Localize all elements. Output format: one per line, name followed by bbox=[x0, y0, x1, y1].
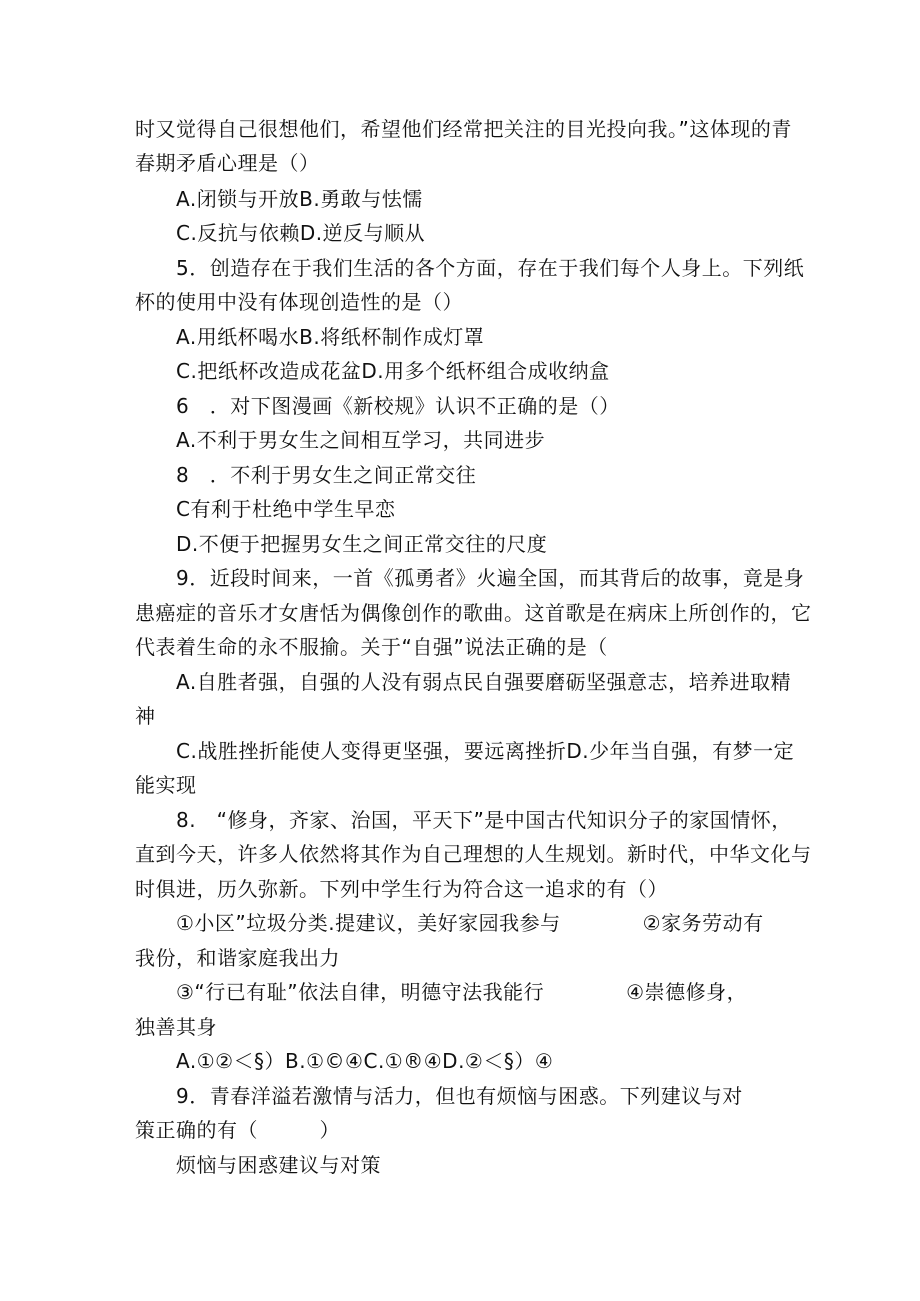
option-line-q4-cd: C.反抗与依赖D.逆反与顺从 bbox=[176, 221, 426, 245]
table-heading-line: 烦恼与困惑建议与对策 bbox=[176, 1153, 381, 1177]
statement-line-4-cont: 独善其身 bbox=[135, 1015, 217, 1039]
option-line-q8: A.①②＜§）B.①©④C.①®④D.②＜§）④ bbox=[176, 1049, 554, 1073]
option-line-q9a-cd: C.战胜挫折能使人变得更坚强，要远离挫折D.少年当自强，有梦一定 bbox=[176, 739, 795, 763]
question-8-stem: 8. “修身，齐家、治国，平天下”是中国古代知识分子的家国情怀， bbox=[176, 808, 792, 832]
option-line-q4-ab: A.闭锁与开放B.勇敢与怯懦 bbox=[176, 187, 423, 211]
question-9a-stem-cont-2: 代表着生命的永不服揄。关于“自强”说法正确的是（ bbox=[135, 635, 608, 659]
option-line-q6-c: C有利于杜绝中学生早恋 bbox=[176, 497, 396, 521]
statement-line-3-4: ③“行已有耻”依法自律，明德守法我能行 ④崇德修身， bbox=[176, 980, 748, 1004]
question-9b-stem-cont: 策正确的有（ ） bbox=[135, 1118, 340, 1142]
text-line-q4-stem-end: 春期矛盾心理是（） bbox=[135, 151, 320, 175]
option-line-q9a-cd-cont: 能实现 bbox=[135, 773, 197, 797]
text-line-continuation-q4: 时又觉得自己很想他们，希望他们经常把关注的目光投向我。”这体现的青 bbox=[135, 117, 792, 141]
option-line-q9a-ab-cont: 神 bbox=[135, 704, 156, 728]
option-line-q6-b: 8 ．不利于男女生之间正常交往 bbox=[176, 463, 477, 487]
option-line-q6-d: D.不便于把握男女生之间正常交往的尺度 bbox=[176, 532, 548, 556]
question-5-stem: 5．创造存在于我们生活的各个方面，存在于我们每个人身上。下列纸 bbox=[176, 256, 805, 280]
question-9b-stem: 9．青春洋溢若激情与活力，但也有烦恼与困惑。下列建议与对 bbox=[176, 1084, 743, 1108]
question-5-stem-cont: 杯的使用中没有体现创造性的是（） bbox=[135, 290, 463, 314]
question-8-stem-cont-2: 时俱进，历久弥新。下列中学生行为符合这一追求的有（） bbox=[135, 877, 668, 901]
question-6-stem: 6 ．对下图漫画《新校规》认识不正确的是（） bbox=[176, 394, 620, 418]
option-line-q5-cd: C.把纸杯改造成花盆D.用多个纸杯组合成收纳盒 bbox=[176, 359, 610, 383]
question-9a-stem: 9．近段时间来，一首《孤勇者》火遍全国，而其背后的故事，竟是身 bbox=[176, 566, 805, 590]
statement-line-2-cont: 我份，和谐家庭我出力 bbox=[135, 946, 340, 970]
question-8-stem-cont-1: 直到今天，许多人依然将其作为自己理想的人生规划。新时代，中华文化与 bbox=[135, 842, 812, 866]
question-9a-stem-cont-1: 患癌症的音乐才女唐恬为偶像创作的歌曲。这首歌是在病床上所创作的，它 bbox=[135, 601, 812, 625]
option-line-q5-ab: A.用纸杯喝水B.将纸杯制作成灯罩 bbox=[176, 325, 485, 349]
statement-line-1-2: ①小区”垃圾分类.提建议，美好家园我参与 ②家务劳动有 bbox=[176, 911, 764, 935]
option-line-q6-a: A.不利于男女生之间相互学习，共同进步 bbox=[176, 428, 546, 452]
option-line-q9a-ab: A.自胜者强，自强的人没有弱点民自强要磨砺坚强意志，培养进取精 bbox=[176, 670, 792, 694]
